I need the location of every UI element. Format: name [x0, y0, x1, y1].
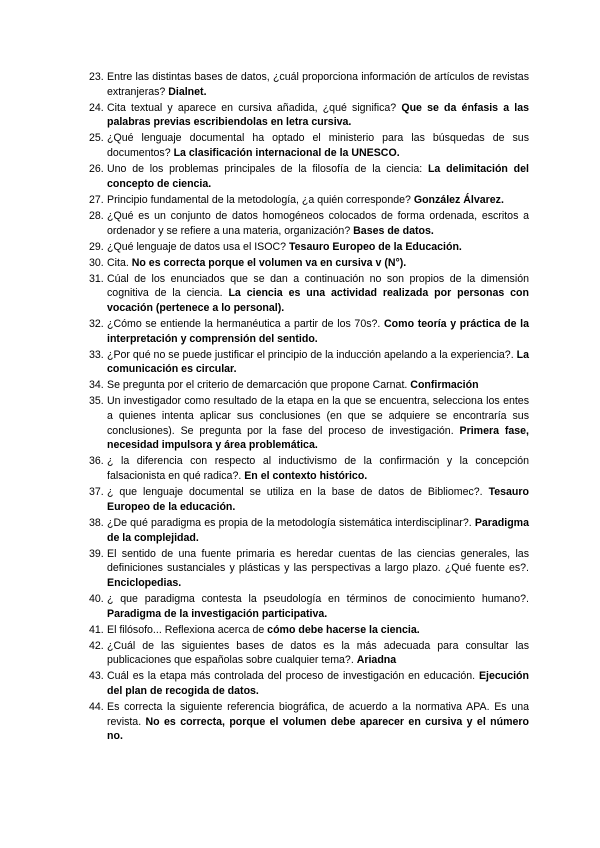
item-number: 31. — [89, 272, 104, 285]
answer-text: Como teoría y práctica de la interpretación y comprensión del sentido. — [107, 317, 529, 345]
answer-text: Enciclopedias. — [107, 576, 182, 589]
item-number: 37. — [89, 486, 104, 499]
item-number: 43. — [89, 670, 104, 683]
list-item — [89, 162, 529, 191]
answer-text: Confirmación — [410, 379, 479, 392]
list-item — [89, 272, 529, 316]
list-item — [89, 256, 529, 271]
list-item — [89, 516, 529, 545]
question-text: Cuál es la etapa más controlada del proceso de investigación en educación. — [107, 670, 479, 683]
item-number: 40. — [89, 592, 104, 605]
item-number: 29. — [89, 240, 104, 253]
item-number: 25. — [89, 132, 104, 145]
question-text: Un investigador como resultado de la etapa en la que se encuentra, selecciona los entes a quienes intenta aplicar sus conclusiones (en que se adquiere se encontraría sus conclusiones). Se pregunta por la fase del proceso de investigación. — [107, 395, 529, 437]
question-text: ¿Cómo se entiende la hermanéutica a partir de los 70s?. — [107, 317, 385, 330]
item-number: 33. — [89, 348, 104, 361]
item-number: 44. — [89, 701, 104, 714]
question-text: Uno de los problemas principales de la filosofía de la ciencia: — [107, 163, 428, 176]
answer-text: La clasificación internacional de la UNESCO. — [173, 147, 400, 160]
list-item — [89, 639, 529, 668]
item-number: 26. — [89, 163, 104, 176]
item-number: 36. — [89, 455, 104, 468]
answer-text: Paradigma de la complejidad. — [107, 516, 529, 544]
question-text: ¿Qué lenguaje documental ha optado el ministerio para las búsquedas de sus documentos? — [107, 132, 529, 160]
question-text: Cúal de los enunciados que se dan a continuación no son propios de la dimensión cognitiva de la ciencia. — [107, 272, 529, 300]
answer-text: Paradigma de la investigación participativa. — [107, 607, 328, 620]
list-item — [89, 209, 529, 238]
list-item — [89, 394, 529, 453]
answer-text: La ciencia es una actividad realizada por personas con vocación (pertenece a lo personal). — [107, 287, 529, 314]
answer-text: La delimitación del concepto de ciencia. — [107, 163, 529, 190]
answer-text: No es correcta, porque el volumen debe aparecer en cursiva y el número no. — [107, 715, 529, 743]
answer-text: Primera fase, necesidad impulsora y área problemática. — [107, 424, 529, 452]
answer-text: Ejecución del plan de recogida de datos. — [107, 670, 529, 698]
item-number: 32. — [89, 317, 104, 330]
list-item — [89, 547, 529, 591]
answer-text: Bases de datos. — [353, 224, 434, 237]
question-text: Cita. — [107, 256, 132, 269]
list-item — [89, 131, 529, 160]
question-list — [89, 70, 529, 745]
question-text: ¿ que lenguaje documental se utiliza en la base de datos de Bibliomec?. — [107, 486, 489, 499]
answer-text: Tesauro Europeo de la educación. — [107, 486, 529, 513]
answer-text: Tesauro Europeo de la Educación. — [288, 240, 462, 253]
question-text: ¿Qué lenguaje de datos usa el ISOC? — [107, 240, 289, 253]
item-number: 39. — [89, 547, 104, 560]
answer-text: No es correcta porque el volumen va en cursiva v (N°). — [131, 256, 407, 269]
item-number: 42. — [89, 639, 104, 652]
item-number: 28. — [89, 209, 104, 222]
item-number: 34. — [89, 379, 104, 392]
answer-text: Ariadna — [356, 654, 397, 667]
question-text: Entre las distintas bases de datos, ¿cuál proporciona información de artículos de revistas extranjeras? — [107, 71, 529, 98]
list-item — [89, 623, 529, 638]
question-text: ¿Qué es un conjunto de datos homogéneos colocados de forma ordenada, escritos a ordenador y se refiere a una materia, organización? — [107, 209, 529, 237]
question-text: ¿Por qué no se puede justificar el principio de la inducción apelando a la experiencia?. — [107, 348, 517, 361]
item-number: 27. — [89, 193, 104, 206]
list-item — [89, 485, 529, 514]
question-text: El sentido de una fuente primaria es heredar cuentas de las ciencias generales, las definiciones sustanciales y plásticas y las perspectivas a largo plazo. ¿Qué fuente es?. — [107, 547, 529, 575]
question-text: Se pregunta por el criterio de demarcación que propone Carnat. — [107, 379, 411, 392]
item-number: 35. — [89, 395, 104, 408]
question-text: Cita textual y aparece en cursiva añadida, ¿qué significa? — [107, 101, 402, 114]
answer-text: Que se da énfasis a las palabras previas escribiendolas en letra cursiva. — [107, 101, 530, 129]
question-text: El filósofo... Reflexiona acerca de — [107, 623, 268, 636]
answer-text: cómo debe hacerse la ciencia. — [267, 623, 420, 636]
answer-text: En el contexto histórico. — [244, 470, 368, 483]
question-text: ¿ que paradigma contesta la pseudología en términos de conocimiento humano?. — [107, 592, 529, 605]
item-number: 24. — [89, 101, 104, 114]
question-text: Es correcta la siguiente referencia biográfica, de acuerdo a la normativa APA. Es una revista. — [107, 701, 529, 728]
list-item — [89, 240, 529, 255]
question-text: ¿De qué paradigma es propia de la metodología sistemática interdisciplinar?. — [107, 516, 475, 529]
list-item — [89, 193, 529, 208]
item-number: 38. — [89, 516, 104, 529]
answer-text: González Álvarez. — [413, 193, 504, 206]
question-text: ¿ la diferencia con respecto al inductivismo de la confirmación y la concepción falsacionista en qué radica?. — [107, 455, 529, 483]
answer-text: La comunicación es circular. — [107, 348, 529, 376]
list-item — [89, 101, 529, 130]
question-text: Principio fundamental de la metodología, ¿a quién corresponde? — [107, 193, 414, 206]
question-text: ¿Cuál de las siguientes bases de datos es la más adecuada para consultar las publicaciones que españolas sobre cualquier tema?. — [107, 639, 529, 667]
list-item — [89, 348, 529, 377]
item-number: 23. — [89, 71, 104, 83]
list-item — [89, 317, 529, 346]
list-item — [89, 669, 529, 698]
list-item — [89, 700, 529, 744]
list-item — [89, 592, 529, 621]
list-item — [89, 378, 529, 393]
item-number: 30. — [89, 256, 104, 269]
list-item — [89, 454, 529, 483]
item-number: 41. — [89, 623, 104, 636]
answer-text: Dialnet. — [168, 85, 207, 98]
list-item — [89, 70, 529, 99]
